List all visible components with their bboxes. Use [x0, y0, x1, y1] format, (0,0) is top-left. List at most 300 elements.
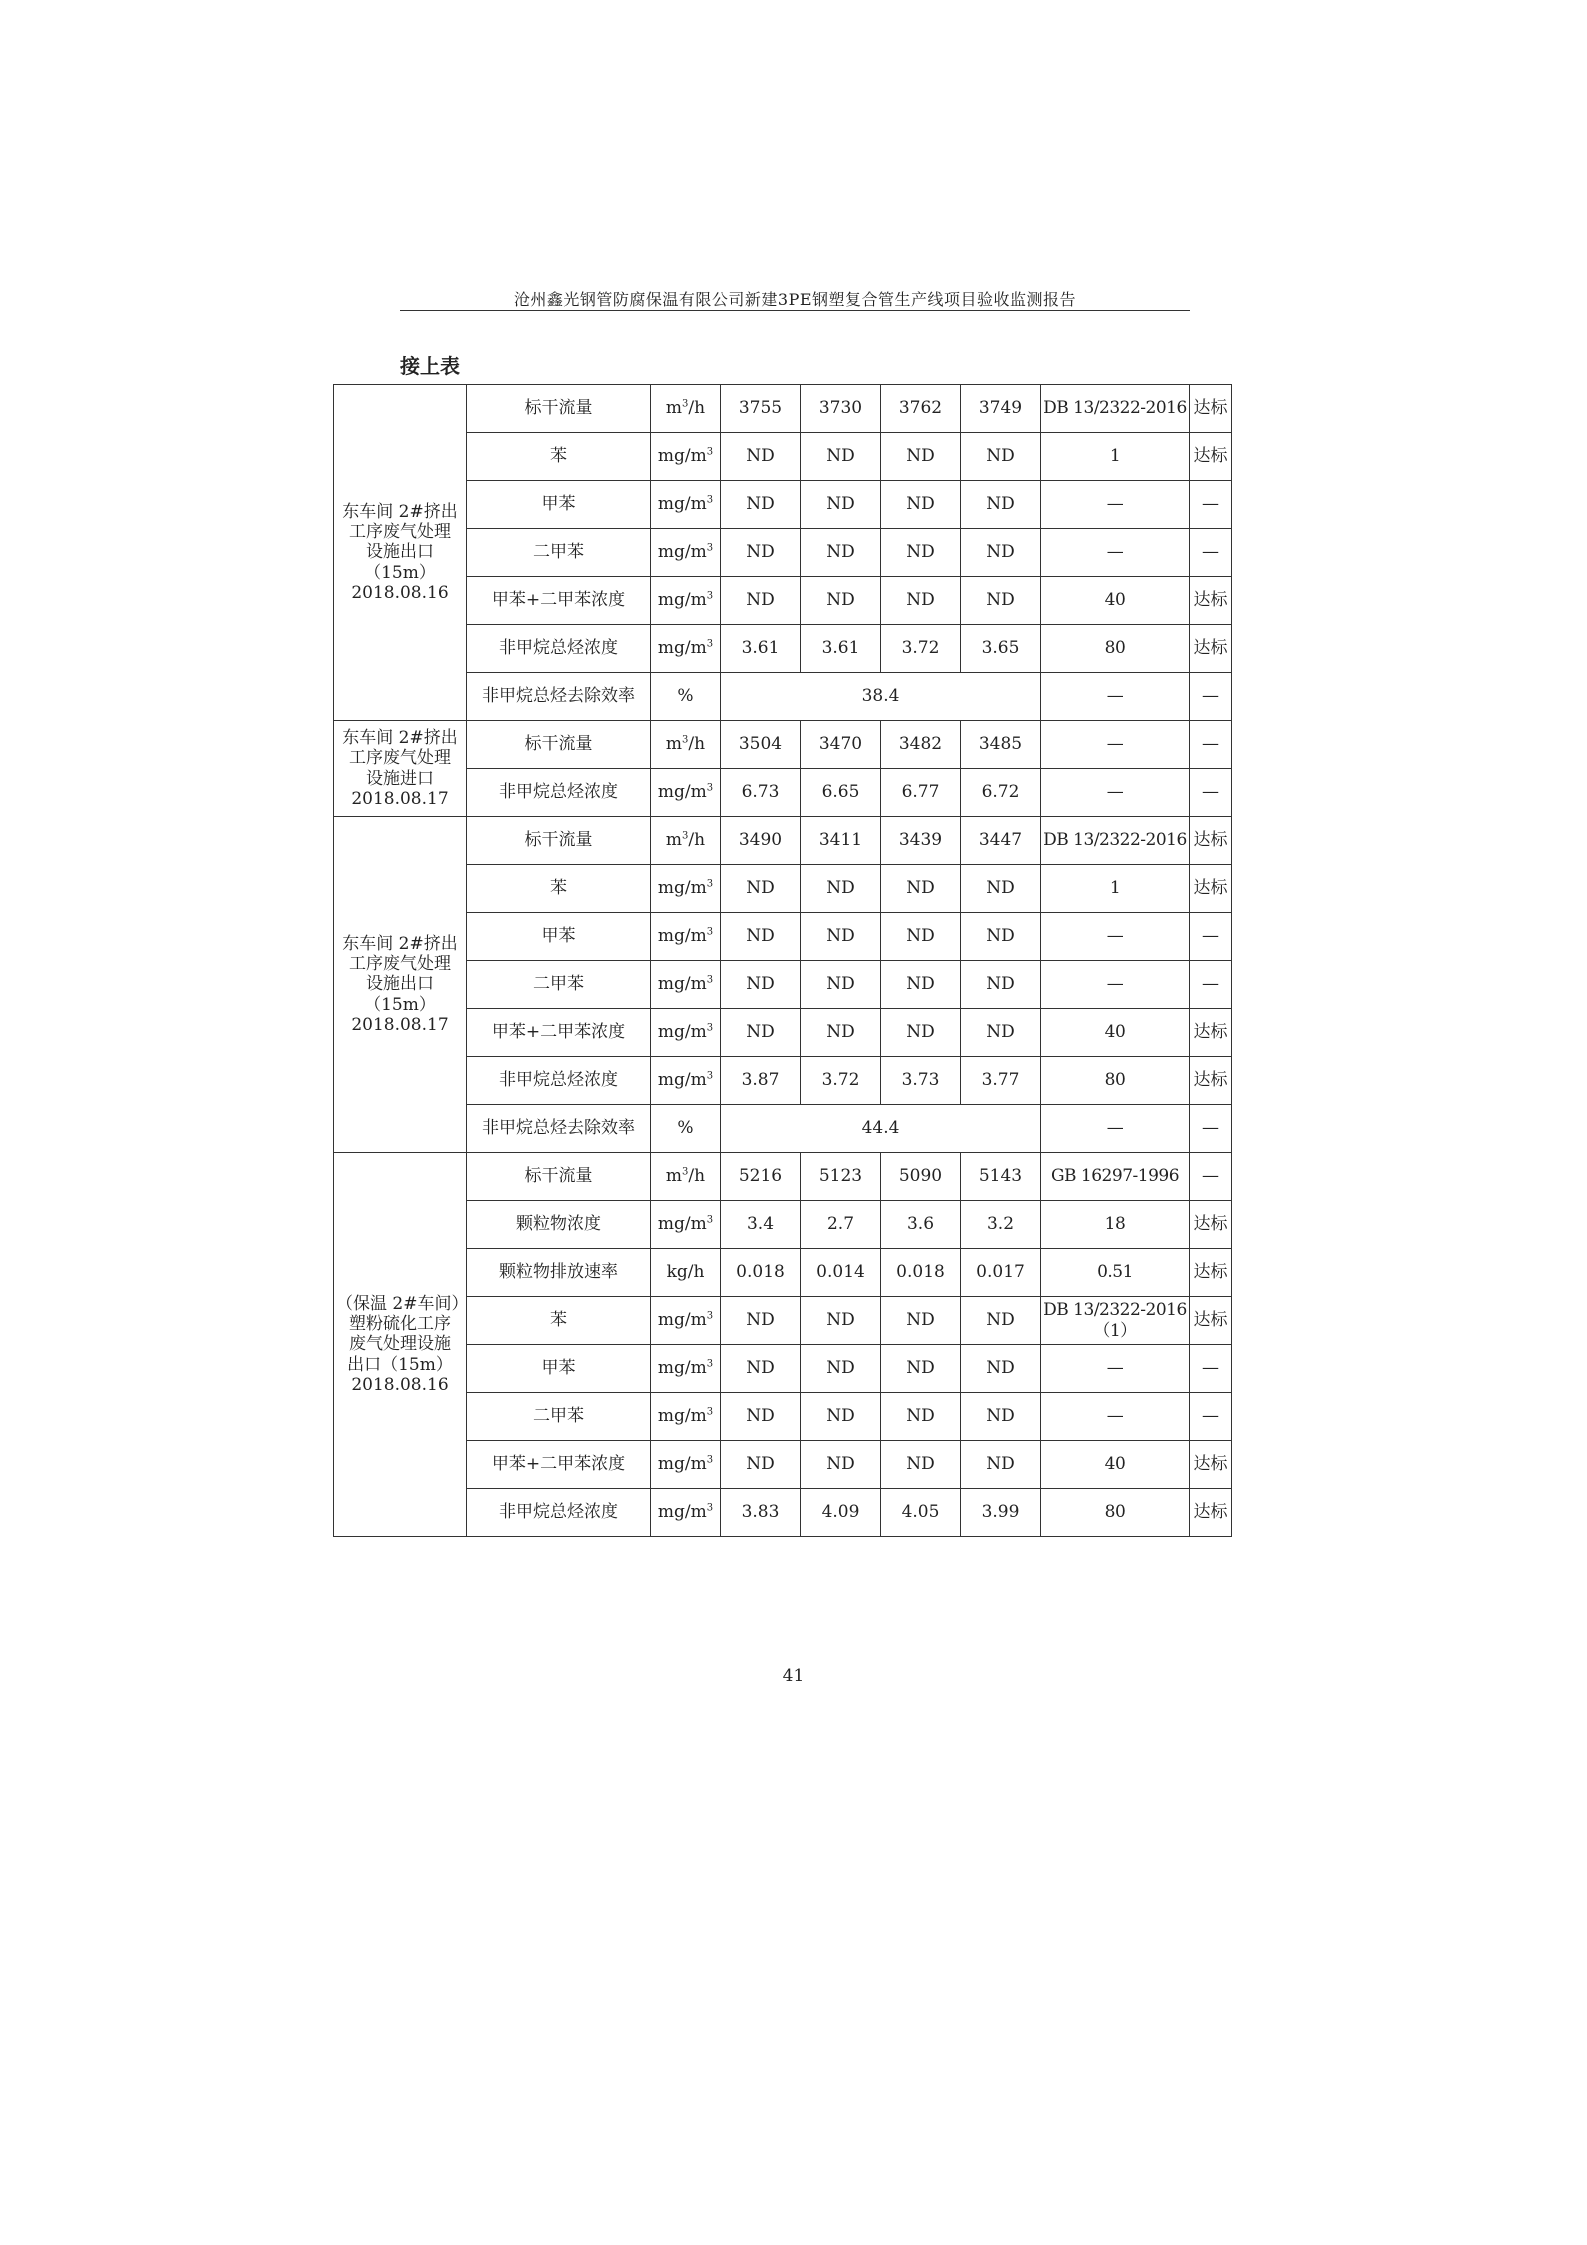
standard-text: DB 13/2322-2016	[1043, 830, 1187, 851]
standard-text: DB 13/2322-2016	[1043, 1300, 1187, 1321]
header-rule	[400, 310, 1190, 311]
measurement-value: 3.99	[961, 1489, 1041, 1537]
table-row	[334, 1009, 1232, 1057]
measurement-value: ND	[801, 1297, 881, 1345]
table-row	[334, 529, 1232, 577]
location-line: 出口（15m）	[347, 1354, 453, 1375]
result-cell: —	[1190, 1153, 1232, 1201]
standard-cell	[1041, 913, 1190, 961]
table-row	[334, 1441, 1232, 1489]
unit-superscript: 3	[682, 734, 689, 746]
measurement-value: ND	[801, 865, 881, 913]
standard-cell	[1041, 817, 1190, 865]
item-cell: 非甲烷总烃浓度	[467, 625, 651, 673]
item-cell: 颗粒物排放速率	[467, 1249, 651, 1297]
item-cell: 甲苯	[467, 481, 651, 529]
measurement-value: 3470	[801, 721, 881, 769]
measurement-value: ND	[721, 865, 801, 913]
table-row	[334, 1249, 1232, 1297]
measurement-value: ND	[721, 1393, 801, 1441]
unit-cell	[651, 913, 721, 961]
measurement-value: 6.73	[721, 769, 801, 817]
measurement-value: ND	[881, 1441, 961, 1489]
standard-cell	[1041, 1345, 1190, 1393]
unit-base: mg/m	[657, 974, 707, 995]
item-cell: 甲苯	[467, 913, 651, 961]
measurement-value: ND	[801, 577, 881, 625]
standard-cell	[1041, 433, 1190, 481]
location-line: 设施出口	[366, 542, 434, 563]
location-line: 工序废气处理	[349, 748, 451, 769]
result-cell: —	[1190, 1345, 1232, 1393]
table-row	[334, 1345, 1232, 1393]
item-cell: 甲苯	[467, 1345, 651, 1393]
standard-cell	[1041, 1105, 1190, 1153]
standard-cell	[1041, 625, 1190, 673]
unit-cell	[651, 1201, 721, 1249]
standard-cell	[1041, 1249, 1190, 1297]
measurement-value: 3504	[721, 721, 801, 769]
table-row	[334, 433, 1232, 481]
measurement-value: ND	[881, 1345, 961, 1393]
item-cell: 甲苯+二甲苯浓度	[467, 1441, 651, 1489]
unit-superscript: 3	[706, 878, 714, 890]
unit-superscript: 3	[706, 1310, 714, 1322]
result-cell: 达标	[1190, 1009, 1232, 1057]
measurement-value: 5216	[721, 1153, 801, 1201]
sampling-location-cell	[334, 1153, 467, 1537]
result-cell: —	[1190, 529, 1232, 577]
measurement-value: 0.018	[881, 1249, 961, 1297]
removal-efficiency-value: 38.4	[721, 673, 1041, 721]
table-row	[334, 481, 1232, 529]
unit-base: %	[677, 1118, 694, 1139]
unit-cell	[651, 1057, 721, 1105]
unit-base: mg/m	[657, 1070, 707, 1091]
unit-base: m	[665, 830, 683, 851]
location-line: 废气处理设施	[349, 1334, 451, 1355]
standard-cell	[1041, 961, 1190, 1009]
result-cell: —	[1190, 481, 1232, 529]
measurement-value: 5143	[961, 1153, 1041, 1201]
measurement-value: ND	[961, 1441, 1041, 1489]
unit-cell	[651, 1393, 721, 1441]
measurement-value: ND	[961, 1297, 1041, 1345]
item-cell: 标干流量	[467, 817, 651, 865]
measurement-value: ND	[961, 865, 1041, 913]
table-row	[334, 385, 1232, 433]
measurement-value: 3730	[801, 385, 881, 433]
unit-base: m	[665, 398, 683, 419]
standard-text: 80	[1104, 1502, 1126, 1523]
measurement-value: 2.7	[801, 1201, 881, 1249]
standard-text: —	[1106, 1406, 1124, 1427]
item-cell: 非甲烷总烃浓度	[467, 1489, 651, 1537]
location-line: 2018.08.17	[351, 1015, 449, 1036]
continuation-label: 接上表	[400, 354, 460, 378]
unit-base: mg/m	[657, 542, 707, 563]
unit-cell	[651, 577, 721, 625]
result-cell: 达标	[1190, 1441, 1232, 1489]
item-cell: 标干流量	[467, 721, 651, 769]
unit-cell	[651, 1345, 721, 1393]
measurement-value: ND	[961, 1345, 1041, 1393]
measurement-value: ND	[881, 529, 961, 577]
unit-base: mg/m	[657, 926, 707, 947]
unit-superscript: 3	[706, 926, 714, 938]
unit-base: mg/m	[657, 1310, 707, 1331]
result-cell: 达标	[1190, 1249, 1232, 1297]
measurement-value: ND	[961, 1009, 1041, 1057]
measurement-value: ND	[721, 1009, 801, 1057]
unit-cell	[651, 769, 721, 817]
unit-superscript: 3	[706, 1070, 714, 1082]
table-row	[334, 913, 1232, 961]
location-line: 设施出口	[366, 974, 434, 995]
standard-cell	[1041, 1153, 1190, 1201]
measurement-value: 3.4	[721, 1201, 801, 1249]
result-cell: —	[1190, 961, 1232, 1009]
measurement-value: 3762	[881, 385, 961, 433]
unit-cell	[651, 1009, 721, 1057]
standard-cell	[1041, 865, 1190, 913]
measurement-value: 3.61	[721, 625, 801, 673]
item-cell: 颗粒物浓度	[467, 1201, 651, 1249]
unit-superscript: 3	[706, 1358, 714, 1370]
table-row	[334, 1393, 1232, 1441]
unit-cell	[651, 721, 721, 769]
measurement-value: 3.73	[881, 1057, 961, 1105]
item-cell: 非甲烷总烃浓度	[467, 1057, 651, 1105]
removal-efficiency-value: 44.4	[721, 1105, 1041, 1153]
measurement-value: 3411	[801, 817, 881, 865]
unit-cell	[651, 961, 721, 1009]
standard-cell	[1041, 1297, 1190, 1345]
standard-text: —	[1106, 734, 1124, 755]
unit-base: mg/m	[657, 1502, 707, 1523]
unit-superscript: 3	[706, 638, 714, 650]
item-cell: 标干流量	[467, 385, 651, 433]
standard-cell	[1041, 577, 1190, 625]
unit-superscript: 3	[706, 590, 714, 602]
result-cell: —	[1190, 673, 1232, 721]
table-row	[334, 817, 1232, 865]
standard-text: 40	[1104, 1454, 1126, 1475]
standard-text: 80	[1104, 638, 1126, 659]
table-row	[334, 769, 1232, 817]
monitoring-table	[333, 384, 1232, 1537]
measurement-value: 4.09	[801, 1489, 881, 1537]
table-row	[334, 1057, 1232, 1105]
standard-text: 40	[1104, 590, 1126, 611]
item-cell: 二甲苯	[467, 529, 651, 577]
unit-cell	[651, 385, 721, 433]
measurement-value: ND	[721, 961, 801, 1009]
unit-superscript: 3	[706, 446, 714, 458]
result-cell: 达标	[1190, 1489, 1232, 1537]
measurement-value: 3485	[961, 721, 1041, 769]
item-cell: 苯	[467, 433, 651, 481]
unit-superscript: 3	[706, 494, 714, 506]
standard-text: 1	[1109, 878, 1121, 899]
unit-cell	[651, 817, 721, 865]
result-cell: 达标	[1190, 625, 1232, 673]
measurement-value: ND	[801, 1441, 881, 1489]
measurement-value: 6.77	[881, 769, 961, 817]
measurement-value: ND	[721, 1441, 801, 1489]
standard-text: —	[1106, 974, 1124, 995]
measurement-value: 5090	[881, 1153, 961, 1201]
measurement-value: ND	[801, 913, 881, 961]
location-line: 设施进口	[366, 768, 434, 789]
measurement-value: ND	[801, 1345, 881, 1393]
measurement-value: ND	[961, 961, 1041, 1009]
measurement-value: 3.72	[801, 1057, 881, 1105]
unit-cell	[651, 1105, 721, 1153]
result-cell: 达标	[1190, 1201, 1232, 1249]
unit-cell	[651, 481, 721, 529]
table-row	[334, 865, 1232, 913]
measurement-value: ND	[881, 1009, 961, 1057]
location-line: 工序废气处理	[349, 521, 451, 542]
measurement-value: 3447	[961, 817, 1041, 865]
unit-cell	[651, 1297, 721, 1345]
sampling-location-cell	[334, 385, 467, 721]
standard-cell	[1041, 1201, 1190, 1249]
table-row	[334, 1489, 1232, 1537]
standard-text: —	[1106, 782, 1124, 803]
unit-cell	[651, 529, 721, 577]
measurement-value: ND	[961, 913, 1041, 961]
standard-cell	[1041, 1009, 1190, 1057]
sampling-location-cell	[334, 817, 467, 1153]
result-cell: 达标	[1190, 865, 1232, 913]
unit-superscript: 3	[706, 782, 714, 794]
standard-cell	[1041, 1393, 1190, 1441]
measurement-value: 3.6	[881, 1201, 961, 1249]
measurement-value: ND	[881, 1297, 961, 1345]
measurement-value: 3.61	[801, 625, 881, 673]
unit-cell	[651, 1249, 721, 1297]
standard-text: —	[1106, 686, 1124, 707]
unit-superscript: 3	[706, 1406, 714, 1418]
unit-superscript: 3	[706, 542, 714, 554]
measurement-value: ND	[801, 1009, 881, 1057]
measurement-value: 3.65	[961, 625, 1041, 673]
measurement-value: ND	[801, 1393, 881, 1441]
measurement-value: ND	[721, 577, 801, 625]
unit-base: mg/m	[657, 446, 707, 467]
table-row	[334, 1153, 1232, 1201]
result-cell: —	[1190, 769, 1232, 817]
unit-base: m	[665, 1166, 683, 1187]
report-header: 沧州鑫光钢管防腐保温有限公司新建3PE钢塑复合管生产线项目验收监测报告	[513, 290, 1077, 309]
measurement-value: 3490	[721, 817, 801, 865]
table-row	[334, 1105, 1232, 1153]
location-line: 东车间 2#挤出	[342, 933, 458, 954]
measurement-value: ND	[881, 577, 961, 625]
item-cell: 苯	[467, 865, 651, 913]
unit-base: mg/m	[657, 1022, 707, 1043]
unit-cell	[651, 1489, 721, 1537]
table-row	[334, 673, 1232, 721]
standard-cell	[1041, 529, 1190, 577]
unit-superscript: 3	[682, 398, 689, 410]
standard-text: —	[1106, 926, 1124, 947]
table-body	[334, 385, 1232, 1537]
unit-superscript: 3	[706, 1214, 714, 1226]
standard-cell	[1041, 1441, 1190, 1489]
sampling-location-cell	[334, 721, 467, 817]
page-number: 41	[782, 1666, 805, 1686]
item-cell: 苯	[467, 1297, 651, 1345]
measurement-value: 3.2	[961, 1201, 1041, 1249]
location-line: 塑粉硫化工序	[349, 1313, 451, 1334]
standard-cell	[1041, 481, 1190, 529]
location-line: 工序废气处理	[349, 953, 451, 974]
result-cell: —	[1190, 1393, 1232, 1441]
result-cell: —	[1190, 721, 1232, 769]
result-cell: —	[1190, 913, 1232, 961]
measurement-value: ND	[881, 865, 961, 913]
standard-text-line2: （1）	[1093, 1320, 1137, 1341]
location-line: 东车间 2#挤出	[342, 501, 458, 522]
result-cell: —	[1190, 1105, 1232, 1153]
table-row	[334, 1201, 1232, 1249]
unit-base: mg/m	[657, 878, 707, 899]
unit-cell	[651, 433, 721, 481]
measurement-value: 3.87	[721, 1057, 801, 1105]
standard-cell	[1041, 721, 1190, 769]
result-cell: 达标	[1190, 577, 1232, 625]
measurement-value: ND	[881, 913, 961, 961]
location-line: 2018.08.16	[351, 583, 449, 604]
measurement-value: ND	[801, 433, 881, 481]
standard-text: GB 16297-1996	[1050, 1166, 1180, 1187]
unit-superscript: 3	[706, 1502, 714, 1514]
unit-cell	[651, 1441, 721, 1489]
item-cell: 甲苯+二甲苯浓度	[467, 577, 651, 625]
unit-base: mg/m	[657, 1406, 707, 1427]
location-line: 2018.08.17	[351, 788, 449, 809]
item-cell: 非甲烷总烃浓度	[467, 769, 651, 817]
measurement-value: ND	[961, 481, 1041, 529]
measurement-value: 3482	[881, 721, 961, 769]
unit-cell	[651, 1153, 721, 1201]
item-cell: 非甲烷总烃去除效率	[467, 673, 651, 721]
standard-text: DB 13/2322-2016	[1043, 398, 1187, 419]
unit-base: mg/m	[657, 1214, 707, 1235]
unit-base: mg/m	[657, 590, 707, 611]
unit-base: %	[677, 686, 694, 707]
unit-base: mg/m	[657, 1358, 707, 1379]
result-cell: 达标	[1190, 817, 1232, 865]
standard-text: 80	[1104, 1070, 1126, 1091]
measurement-value: 3749	[961, 385, 1041, 433]
standard-text: —	[1106, 542, 1124, 563]
unit-cell	[651, 865, 721, 913]
measurement-value: 3439	[881, 817, 961, 865]
measurement-value: ND	[721, 913, 801, 961]
result-cell: 达标	[1190, 1297, 1232, 1345]
unit-tail: /h	[688, 734, 706, 755]
measurement-value: ND	[881, 1393, 961, 1441]
measurement-value: ND	[961, 577, 1041, 625]
standard-text: —	[1106, 1358, 1124, 1379]
table-row	[334, 961, 1232, 1009]
measurement-value: ND	[881, 481, 961, 529]
standard-text: —	[1106, 1118, 1124, 1139]
table-row	[334, 625, 1232, 673]
measurement-value: ND	[721, 1297, 801, 1345]
unit-tail: /h	[688, 830, 706, 851]
standard-text: 1	[1109, 446, 1121, 467]
unit-cell	[651, 625, 721, 673]
measurement-value: ND	[721, 481, 801, 529]
measurement-value: 3.77	[961, 1057, 1041, 1105]
standard-cell	[1041, 385, 1190, 433]
table-row	[334, 577, 1232, 625]
measurement-value: ND	[961, 529, 1041, 577]
measurement-value: 6.72	[961, 769, 1041, 817]
unit-superscript: 3	[682, 1166, 689, 1178]
measurement-value: 4.05	[881, 1489, 961, 1537]
measurement-value: ND	[881, 961, 961, 1009]
measurement-value: ND	[801, 529, 881, 577]
unit-base: mg/m	[657, 638, 707, 659]
unit-superscript: 3	[706, 1022, 714, 1034]
standard-text: 0.51	[1097, 1262, 1133, 1283]
location-line: （15m）	[364, 562, 436, 583]
item-cell: 甲苯+二甲苯浓度	[467, 1009, 651, 1057]
measurement-value: ND	[961, 433, 1041, 481]
measurement-value: 3.72	[881, 625, 961, 673]
unit-base: mg/m	[657, 782, 707, 803]
standard-cell	[1041, 769, 1190, 817]
unit-tail: /h	[688, 1166, 706, 1187]
result-cell: 达标	[1190, 433, 1232, 481]
measurement-value: ND	[881, 433, 961, 481]
measurement-value: ND	[721, 433, 801, 481]
table-row	[334, 1297, 1232, 1345]
item-cell: 非甲烷总烃去除效率	[467, 1105, 651, 1153]
measurement-value: 0.014	[801, 1249, 881, 1297]
measurement-value: 5123	[801, 1153, 881, 1201]
measurement-value: ND	[721, 529, 801, 577]
unit-superscript: 3	[706, 1454, 714, 1466]
measurement-value: 3.83	[721, 1489, 801, 1537]
unit-base: kg/h	[666, 1262, 705, 1283]
unit-base: m	[665, 734, 683, 755]
measurement-value: 0.018	[721, 1249, 801, 1297]
unit-superscript: 3	[706, 974, 714, 986]
unit-cell	[651, 673, 721, 721]
measurement-value: ND	[961, 1393, 1041, 1441]
standard-text: 40	[1104, 1022, 1126, 1043]
standard-text: 18	[1104, 1214, 1126, 1235]
measurement-value: ND	[801, 961, 881, 1009]
item-cell: 标干流量	[467, 1153, 651, 1201]
result-cell: 达标	[1190, 385, 1232, 433]
location-line: 东车间 2#挤出	[342, 727, 458, 748]
item-cell: 二甲苯	[467, 1393, 651, 1441]
unit-base: mg/m	[657, 1454, 707, 1475]
result-cell: 达标	[1190, 1057, 1232, 1105]
measurement-value: ND	[801, 481, 881, 529]
item-cell: 二甲苯	[467, 961, 651, 1009]
measurement-value: 0.017	[961, 1249, 1041, 1297]
standard-cell	[1041, 673, 1190, 721]
